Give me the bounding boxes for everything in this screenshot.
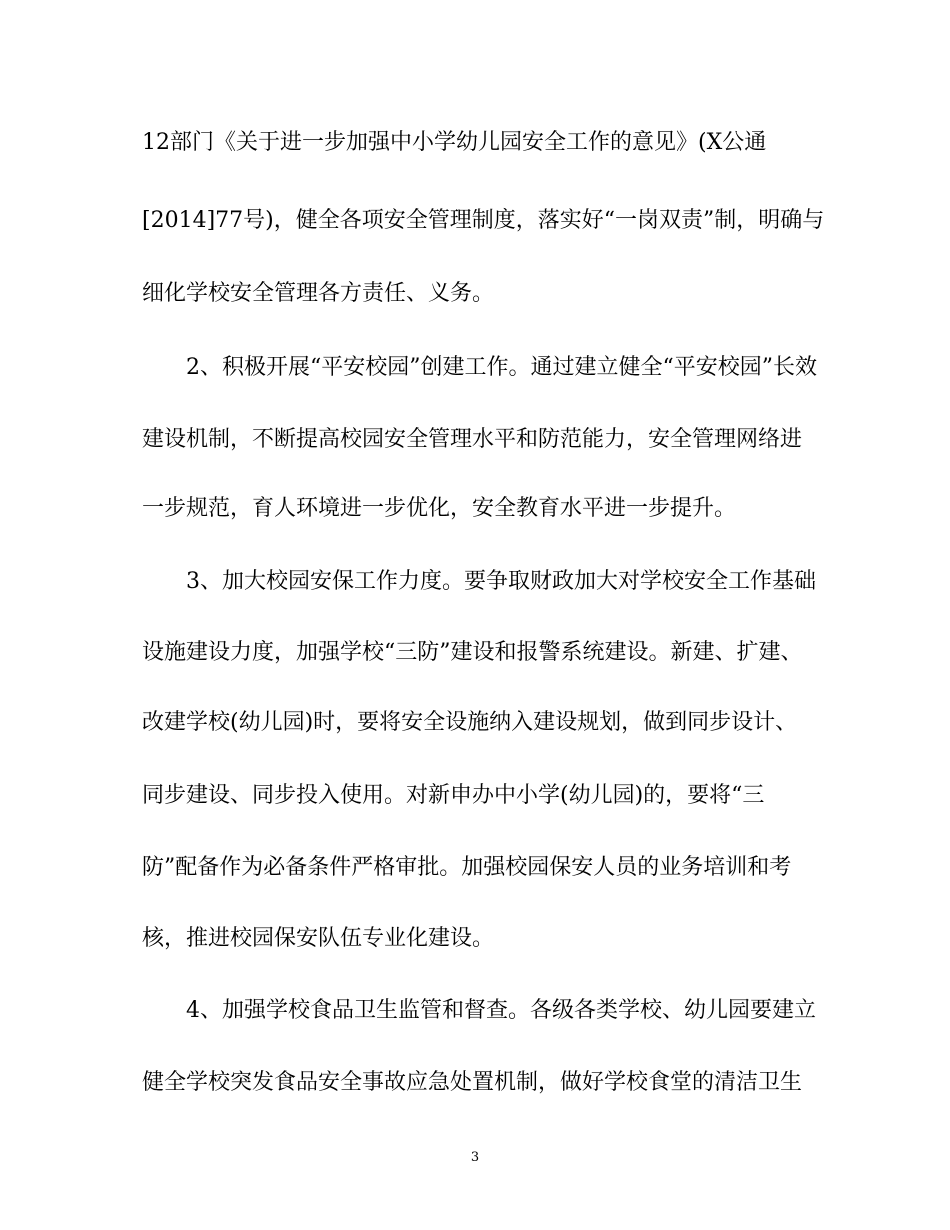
text-line: 改建学校(幼儿园)时，要将安全设施纳入建设规划，做到同步设计、 — [142, 710, 798, 735]
text-line: 核，推进校园保安队伍专业化建设。 — [142, 926, 495, 951]
text-line: 12部门《关于进一步加强中小学幼儿园安全工作的意见》(X公通 — [142, 130, 767, 155]
text-line: 建设机制，不断提高校园安全管理水平和防范能力，安全管理网络进 — [142, 427, 803, 452]
text-line: 防”配备作为必备条件严格审批。加强校园保安人员的业务培训和考 — [142, 855, 792, 880]
text-line: 健全学校突发食品安全事故应急处置机制，做好学校食堂的清洁卫生 — [142, 1070, 803, 1095]
paragraph-start-line: 4、加强学校食品卫生监管和督查。各级各类学校、幼儿园要建立 — [186, 998, 816, 1023]
paragraph-start-line: 3、加大校园安保工作力度。要争取财政加大对学校安全工作基础 — [186, 569, 816, 594]
text-line: 设施建设力度，加强学校“三防”建设和报警系统建设。新建、扩建、 — [142, 640, 803, 665]
text-line: 细化学校安全管理各方责任、义务。 — [142, 281, 495, 306]
paragraph-start-line: 2、积极开展“平安校园”创建工作。通过建立健全“平安校园”长效 — [186, 355, 817, 380]
text-line: 同步建设、同步投入使用。对新申办中小学(幼儿园)的，要将“三 — [142, 783, 765, 808]
page-number: 3 — [470, 1150, 480, 1165]
text-line: 一步规范，育人环境进一步优化，安全教育水平进一步提升。 — [142, 496, 737, 521]
text-line: [2014]77号)，健全各项安全管理制度，落实好“一岗双责”制，明确与 — [142, 208, 825, 233]
